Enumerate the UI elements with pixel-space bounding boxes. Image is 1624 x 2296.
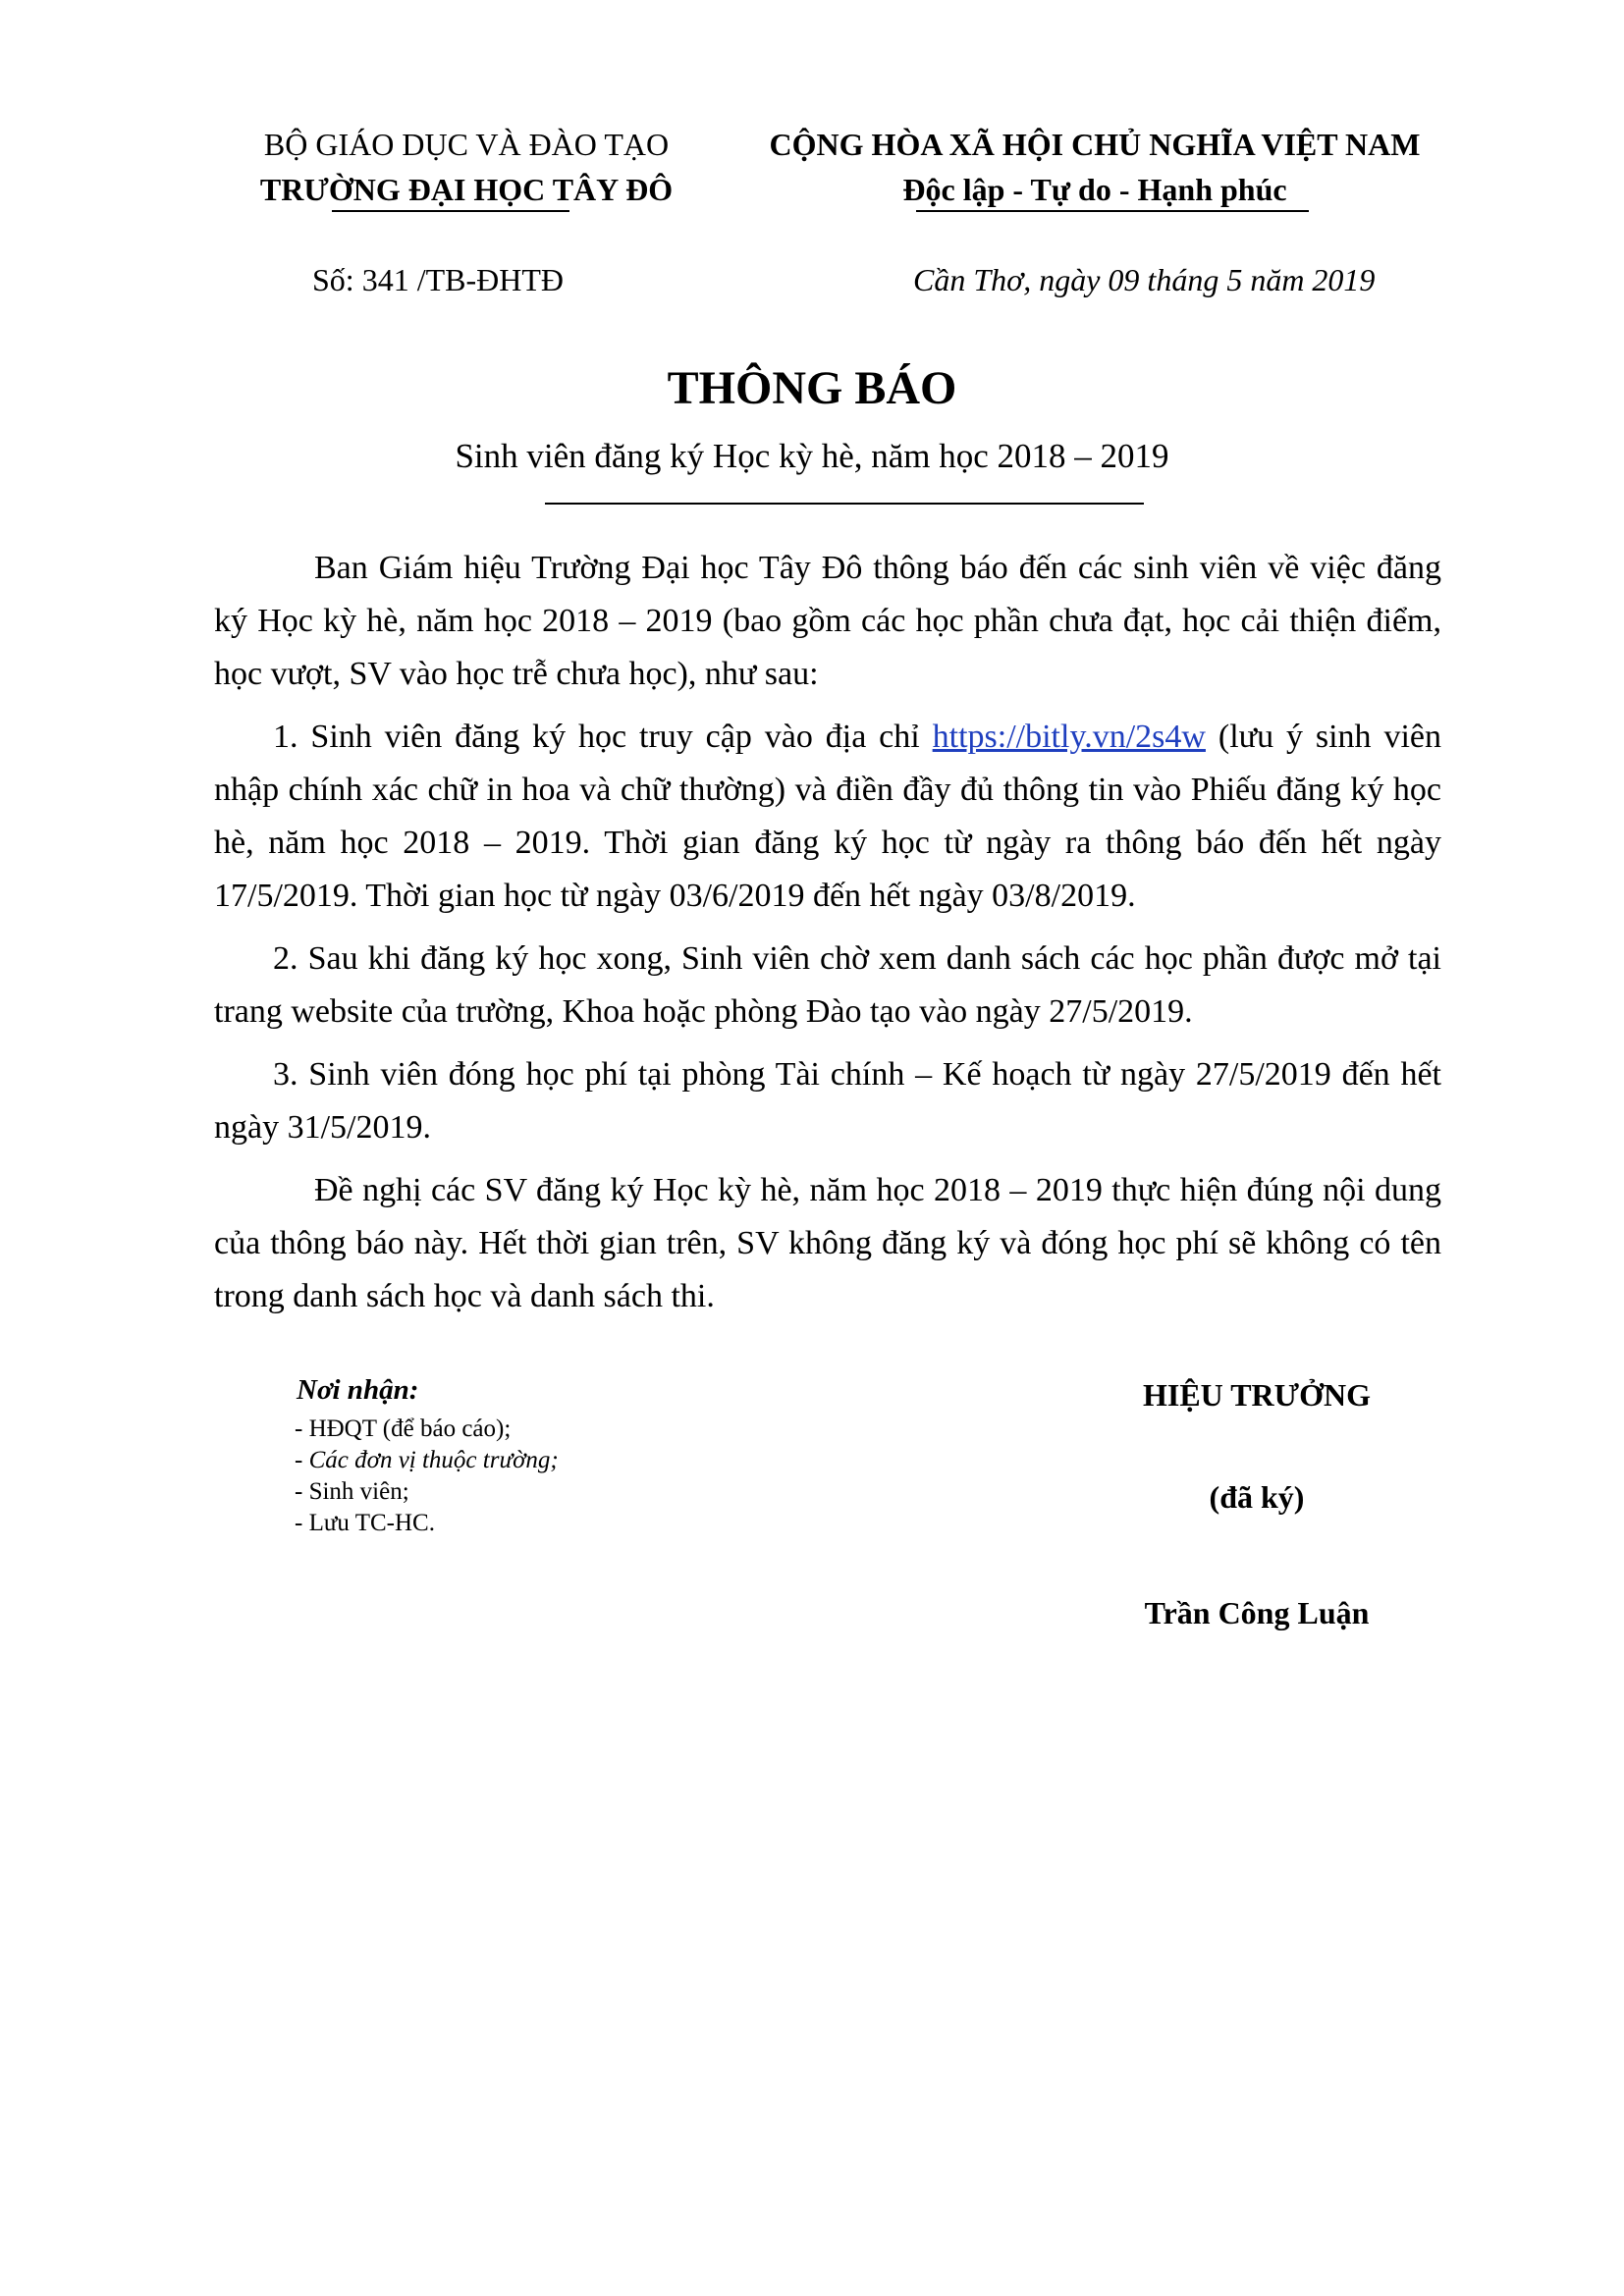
school-underline bbox=[332, 210, 569, 212]
national-motto: Độc lập - Tự do - Hạnh phúc bbox=[902, 172, 1287, 207]
document-body bbox=[214, 542, 1441, 1323]
motto-underline bbox=[916, 210, 1309, 212]
item-number: 3. bbox=[273, 1056, 298, 1093]
title-underline bbox=[545, 503, 1144, 505]
school-name: TRƯỜNG ĐẠI HỌC TÂY ĐÔ bbox=[259, 172, 674, 207]
recipients-title: Nơi nhận: bbox=[297, 1374, 419, 1406]
closing-paragraph: Đề nghị các SV đăng ký Học kỳ hè, năm học 2018 – 2019 thực hiện đúng nội dung của thông báo này. Hết thời gian trên, SV không đăng ký và đóng học phí sẽ không có tên trong danh sách học và danh sách thi. bbox=[214, 1172, 1441, 1314]
list-item bbox=[214, 933, 1441, 1039]
recipients-list bbox=[295, 1414, 559, 1539]
item-number: 2. bbox=[273, 940, 298, 977]
item-text-before-link: Sinh viên đăng ký học truy cập vào địa chỉ bbox=[310, 719, 920, 755]
national-header bbox=[736, 122, 1453, 212]
recipient-item: - Lưu TC-HC. bbox=[295, 1510, 435, 1536]
item-text: Sau khi đăng ký học xong, Sinh viên chờ xem danh sách các học phần được mở tại trang website của trường, Khoa hoặc phòng Đào tạo vào ngày 27/5/2019. bbox=[214, 940, 1442, 1030]
recipient-item: - HĐQT (để báo cáo); bbox=[295, 1415, 512, 1442]
document-title: THÔNG BÁO bbox=[667, 362, 957, 414]
item-text: Sinh viên đóng học phí tại phòng Tài chính – Kế hoạch từ ngày 27/5/2019 đến hết ngày 31/5/2019. bbox=[214, 1056, 1441, 1146]
signer-position: HIỆU TRƯỞNG bbox=[1142, 1377, 1372, 1413]
list-item bbox=[214, 1048, 1441, 1154]
document-number: Số: 341 /TB-ĐHTĐ bbox=[312, 262, 564, 297]
signature-status: (đã ký) bbox=[1209, 1479, 1305, 1515]
nation-name: CỘNG HÒA XÃ HỘI CHỦ NGHĨA VIỆT NAM bbox=[769, 127, 1421, 162]
intro-paragraph: Ban Giám hiệu Trường Đại học Tây Đô thông báo đến các sinh viên về việc đăng ký Học kỳ hè, năm học 2018 – 2019 (bao gồm các học phần chưa đạt, học cải thiện điểm, học vượt, SV vào học trễ chưa học), như sau: bbox=[214, 550, 1441, 692]
issuing-authority bbox=[226, 122, 707, 212]
recipient-item: - Các đơn vị thuộc trường; bbox=[295, 1447, 559, 1473]
registration-link[interactable]: https://bitly.vn/2s4w bbox=[932, 719, 1206, 755]
place-date: Cần Thơ, ngày 09 tháng 5 năm 2019 bbox=[913, 262, 1376, 297]
recipient-item: - Sinh viên; bbox=[295, 1478, 409, 1505]
item-text-after-link: (lưu ý sinh viên nhập chính xác chữ in hoa và chữ thường) và điền đầy đủ thông tin vào Phiếu đăng ký học hè, năm học 2018 – 2019. Thời gian đăng ký học từ ngày ra thông báo đến hết ngày 17/5/2019. Thời gian học từ ngày 03/6/2019 đến hết ngày 03/8/2019. bbox=[214, 719, 1441, 914]
signer-name: Trần Công Luận bbox=[1144, 1595, 1370, 1630]
list-item bbox=[214, 711, 1441, 923]
document-subtitle: Sinh viên đăng ký Học kỳ hè, năm học 2018 – 2019 bbox=[455, 437, 1169, 475]
ministry-name: BỘ GIÁO DỤC VÀ ĐÀO TẠO bbox=[263, 127, 670, 162]
item-number: 1. bbox=[273, 719, 298, 755]
